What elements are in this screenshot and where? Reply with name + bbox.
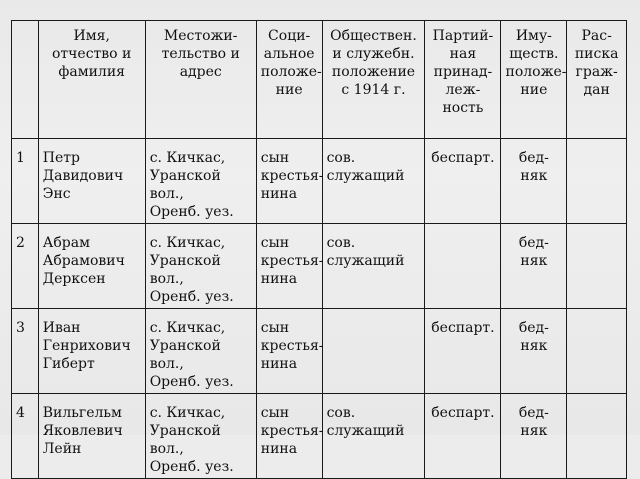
cell-property: бед- няк: [501, 394, 567, 479]
table-row: [12, 309, 627, 394]
header-social-status: Соци- альное положе- ние: [256, 21, 322, 139]
cell-social-status: сын крестья- нина: [256, 224, 322, 309]
citizens-table: [11, 20, 627, 479]
cell-number: 4: [12, 394, 39, 479]
table-row: [12, 394, 627, 479]
cell-social-status: сын крестья- нина: [256, 394, 322, 479]
cell-social-status: сын крестья- нина: [256, 139, 322, 224]
cell-signature: [567, 139, 627, 224]
cell-public-position: сов. служащий: [322, 394, 425, 479]
cell-address: с. Кичкас, Уранской вол., Оренб. уез.: [145, 309, 256, 394]
cell-number: 3: [12, 309, 39, 394]
cell-signature: [567, 224, 627, 309]
cell-address: с. Кичкас, Уранской вол., Оренб. уез.: [145, 139, 256, 224]
cell-party: беспарт.: [425, 139, 501, 224]
header-property: Иму- ществ. положе- ние: [501, 21, 567, 139]
cell-name: Вильгельм Яковлевич Лейн: [38, 394, 145, 479]
header-party: Партий- ная принад- леж- ность: [425, 21, 501, 139]
header-signature: Рас- писка граж- дан: [567, 21, 627, 139]
header-address: Местожи- тельство и адрес: [145, 21, 256, 139]
cell-name: Петр Давидович Энс: [38, 139, 145, 224]
cell-property: бед- няк: [501, 224, 567, 309]
header-number: [12, 21, 39, 139]
cell-property: бед- няк: [501, 309, 567, 394]
cell-public-position: [322, 309, 425, 394]
cell-address: с. Кичкас, Уранской вол., Оренб. уез.: [145, 394, 256, 479]
header-name: Имя, отчество и фамилия: [38, 21, 145, 139]
header-public-position: Обществен. и служебн. положение с 1914 г.: [322, 21, 425, 139]
cell-name: Иван Генрихович Гиберт: [38, 309, 145, 394]
cell-party: беспарт.: [425, 394, 501, 479]
cell-signature: [567, 309, 627, 394]
cell-public-position: сов. служащий: [322, 224, 425, 309]
cell-number: 2: [12, 224, 39, 309]
table-row: [12, 139, 627, 224]
table-header-row: [12, 21, 627, 139]
cell-number: 1: [12, 139, 39, 224]
cell-party: [425, 224, 501, 309]
cell-name: Абрам Абрамович Дерксен: [38, 224, 145, 309]
cell-public-position: сов. служащий: [322, 139, 425, 224]
cell-address: с. Кичкас, Уранской вол., Оренб. уез.: [145, 224, 256, 309]
cell-property: бед- няк: [501, 139, 567, 224]
cell-social-status: сын крестья- нина: [256, 309, 322, 394]
cell-signature: [567, 394, 627, 479]
cell-party: беспарт.: [425, 309, 501, 394]
table-row: [12, 224, 627, 309]
